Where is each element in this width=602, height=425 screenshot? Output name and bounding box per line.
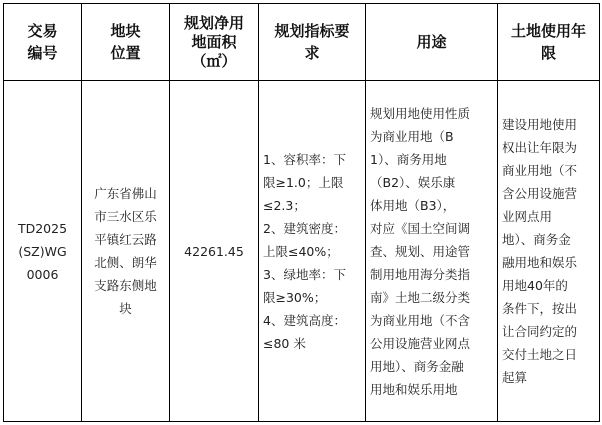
header-parcel-location: 地块 位置 [82,4,170,81]
header-land-use: 用途 [366,4,498,81]
cell-planning-indicators: 1、容积率：下 限≥1.0；上限 ≤2.3； 2、建筑密度： 上限≤40%； 3、绿地率：下 限≥30%； 4、建筑高度： ≤80 米 [259,81,366,422]
cell-transaction-code: TD2025 (SZ)WG 0006 [4,81,82,422]
cell-land-use: 规划用地使用性质 为商业用地（B 1）、商务用地 （B2）、娱乐康 体用地（B3）， 对应《国土空间调 查、规划、用途管 制用地用海分类指 南》土地二级分类 为商业用地（不含 公用设施营业网点 用地）、商务金融 用地和娱乐用地 [366,81,498,422]
land-transaction-table-wrapper [3,3,600,422]
header-net-land-area: 规划净用 地面积 （㎡） [170,4,259,81]
table-header-row [4,4,600,81]
table-row [4,81,600,422]
cell-land-use-term: 建设用地使用 权出让年限为 商业用地（不 含公用设施营 业网点用 地）、商务金 融用地和娱乐 用地40年的 条件下，按出 让合同约定的 交付土地之日 起算 [498,81,600,422]
land-transaction-table [3,3,600,422]
header-transaction-code: 交易 编号 [4,4,82,81]
header-land-use-term: 土地使用年 限 [498,4,600,81]
header-planning-indicators: 规划指标要 求 [259,4,366,81]
cell-parcel-location: 广东省佛山 市三水区乐 平镇红云路 北侧、朗华 支路东侧地 块 [82,81,170,422]
cell-net-land-area: 42261.45 [170,81,259,422]
